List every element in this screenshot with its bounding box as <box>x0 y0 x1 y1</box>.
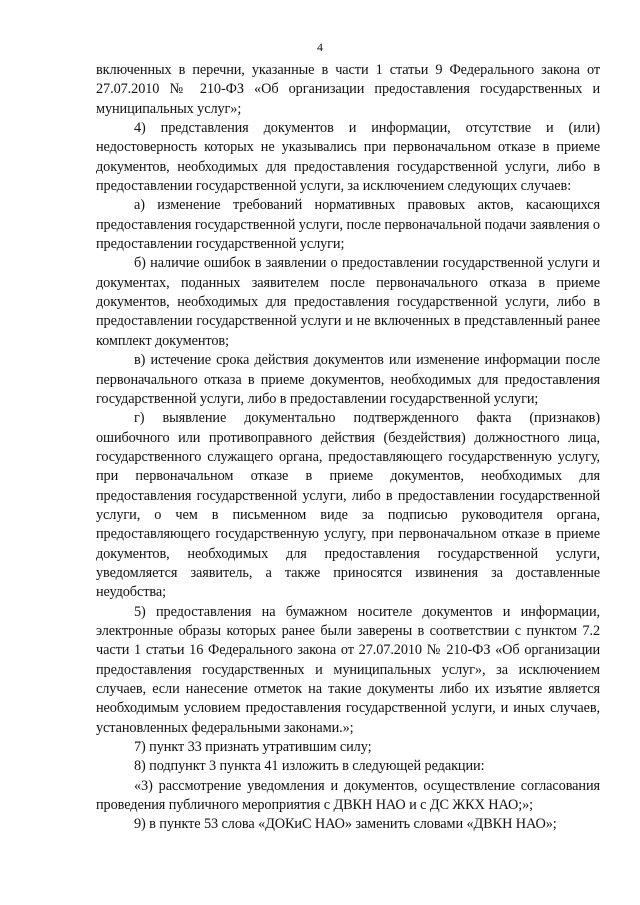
paragraph-item-8: 8) подпункт 3 пункта 41 изложить в следующей редакции: <box>134 758 485 775</box>
paragraph-subitem-g: г) выявление документально подтвержденного факта (признаков) ошибочного или противоправного действия (бездействия) должностного лица, государственного служащего органа, предоставляющего государственную услугу, при первоначальном отказе в приеме документов, необходимых для предоставления государственной услуги, либо в предоставлении государственной услуги, о чем в письменном виде за подписью руководителя органа, предоставляющего государственную услугу, при первоначальном отказе в приеме документов, необходимых для предоставления государственной услуги, уведомляется заявитель, а также приносятся извинения за доставленные неудобства; <box>96 410 600 601</box>
paragraph-subitem-a: а) изменение требований нормативных правовых актов, касающихся предоставления государственной услуги, после первоначальной подачи заявления о предоставлении государственной услуги; <box>96 197 600 253</box>
document-body <box>96 61 600 835</box>
paragraph-continuation: включенных в перечни, указанные в части 1 статьи 9 Федерального закона от 27.07.2010 № 210-ФЗ «Об организации предоставления государственных и муниципальных услуг»; <box>96 62 600 117</box>
paragraph-item-5: 5) предоставления на бумажном носителе документов и информации, электронные образы которых ранее были заверены в соответствии с пунктом 7.2 части 1 статьи 16 Федерального закона от 27.07.2010 № 210-ФЗ «Об организации предоставления государственных и муниципальных услуг», за исключением случаев, если нанесение отметок на такие документы либо их изъятие является необходимым условием предоставления государственной услуги, и иных случаев, установленных федеральными законами.»; <box>96 603 600 736</box>
paragraph-item-9: 9) в пункте 53 слова «ДОКиС НАО» заменить словами «ДВКН НАО»; <box>134 816 557 833</box>
paragraph-subitem-b: б) наличие ошибок в заявлении о предоставлении государственной услуги и документах, поданных заявителем после первоначального отказа в приеме документов, необходимых для предоставления государственной услуги, либо в предоставлении государственной услуги и не включенных в представленный ранее комплект документов; <box>96 255 600 349</box>
paragraph-item-4: 4) представления документов и информации, отсутствие и (или) недостоверность которых не указывались при первоначальном отказе в приеме документов, необходимых для предоставления государственной услуги, либо в предоставлении государственной услуги, за исключением следующих случаев: <box>96 120 600 195</box>
paragraph-item-7: 7) пункт 33 признать утратившим силу; <box>134 739 372 756</box>
paragraph-subitem-v: в) истечение срока действия документов или изменение информации после первоначального отказа в приеме документов, необходимых для предоставления государственной услуги, либо в предоставлении государственной услуги; <box>96 352 600 407</box>
page-number: 4 <box>317 40 323 54</box>
paragraph-quoted-subitem-3: «3) рассмотрение уведомления и документов, осуществление согласования проведения публичного мероприятия с ДВКН НАО и с ДС ЖКХ НАО;»; <box>96 777 600 814</box>
